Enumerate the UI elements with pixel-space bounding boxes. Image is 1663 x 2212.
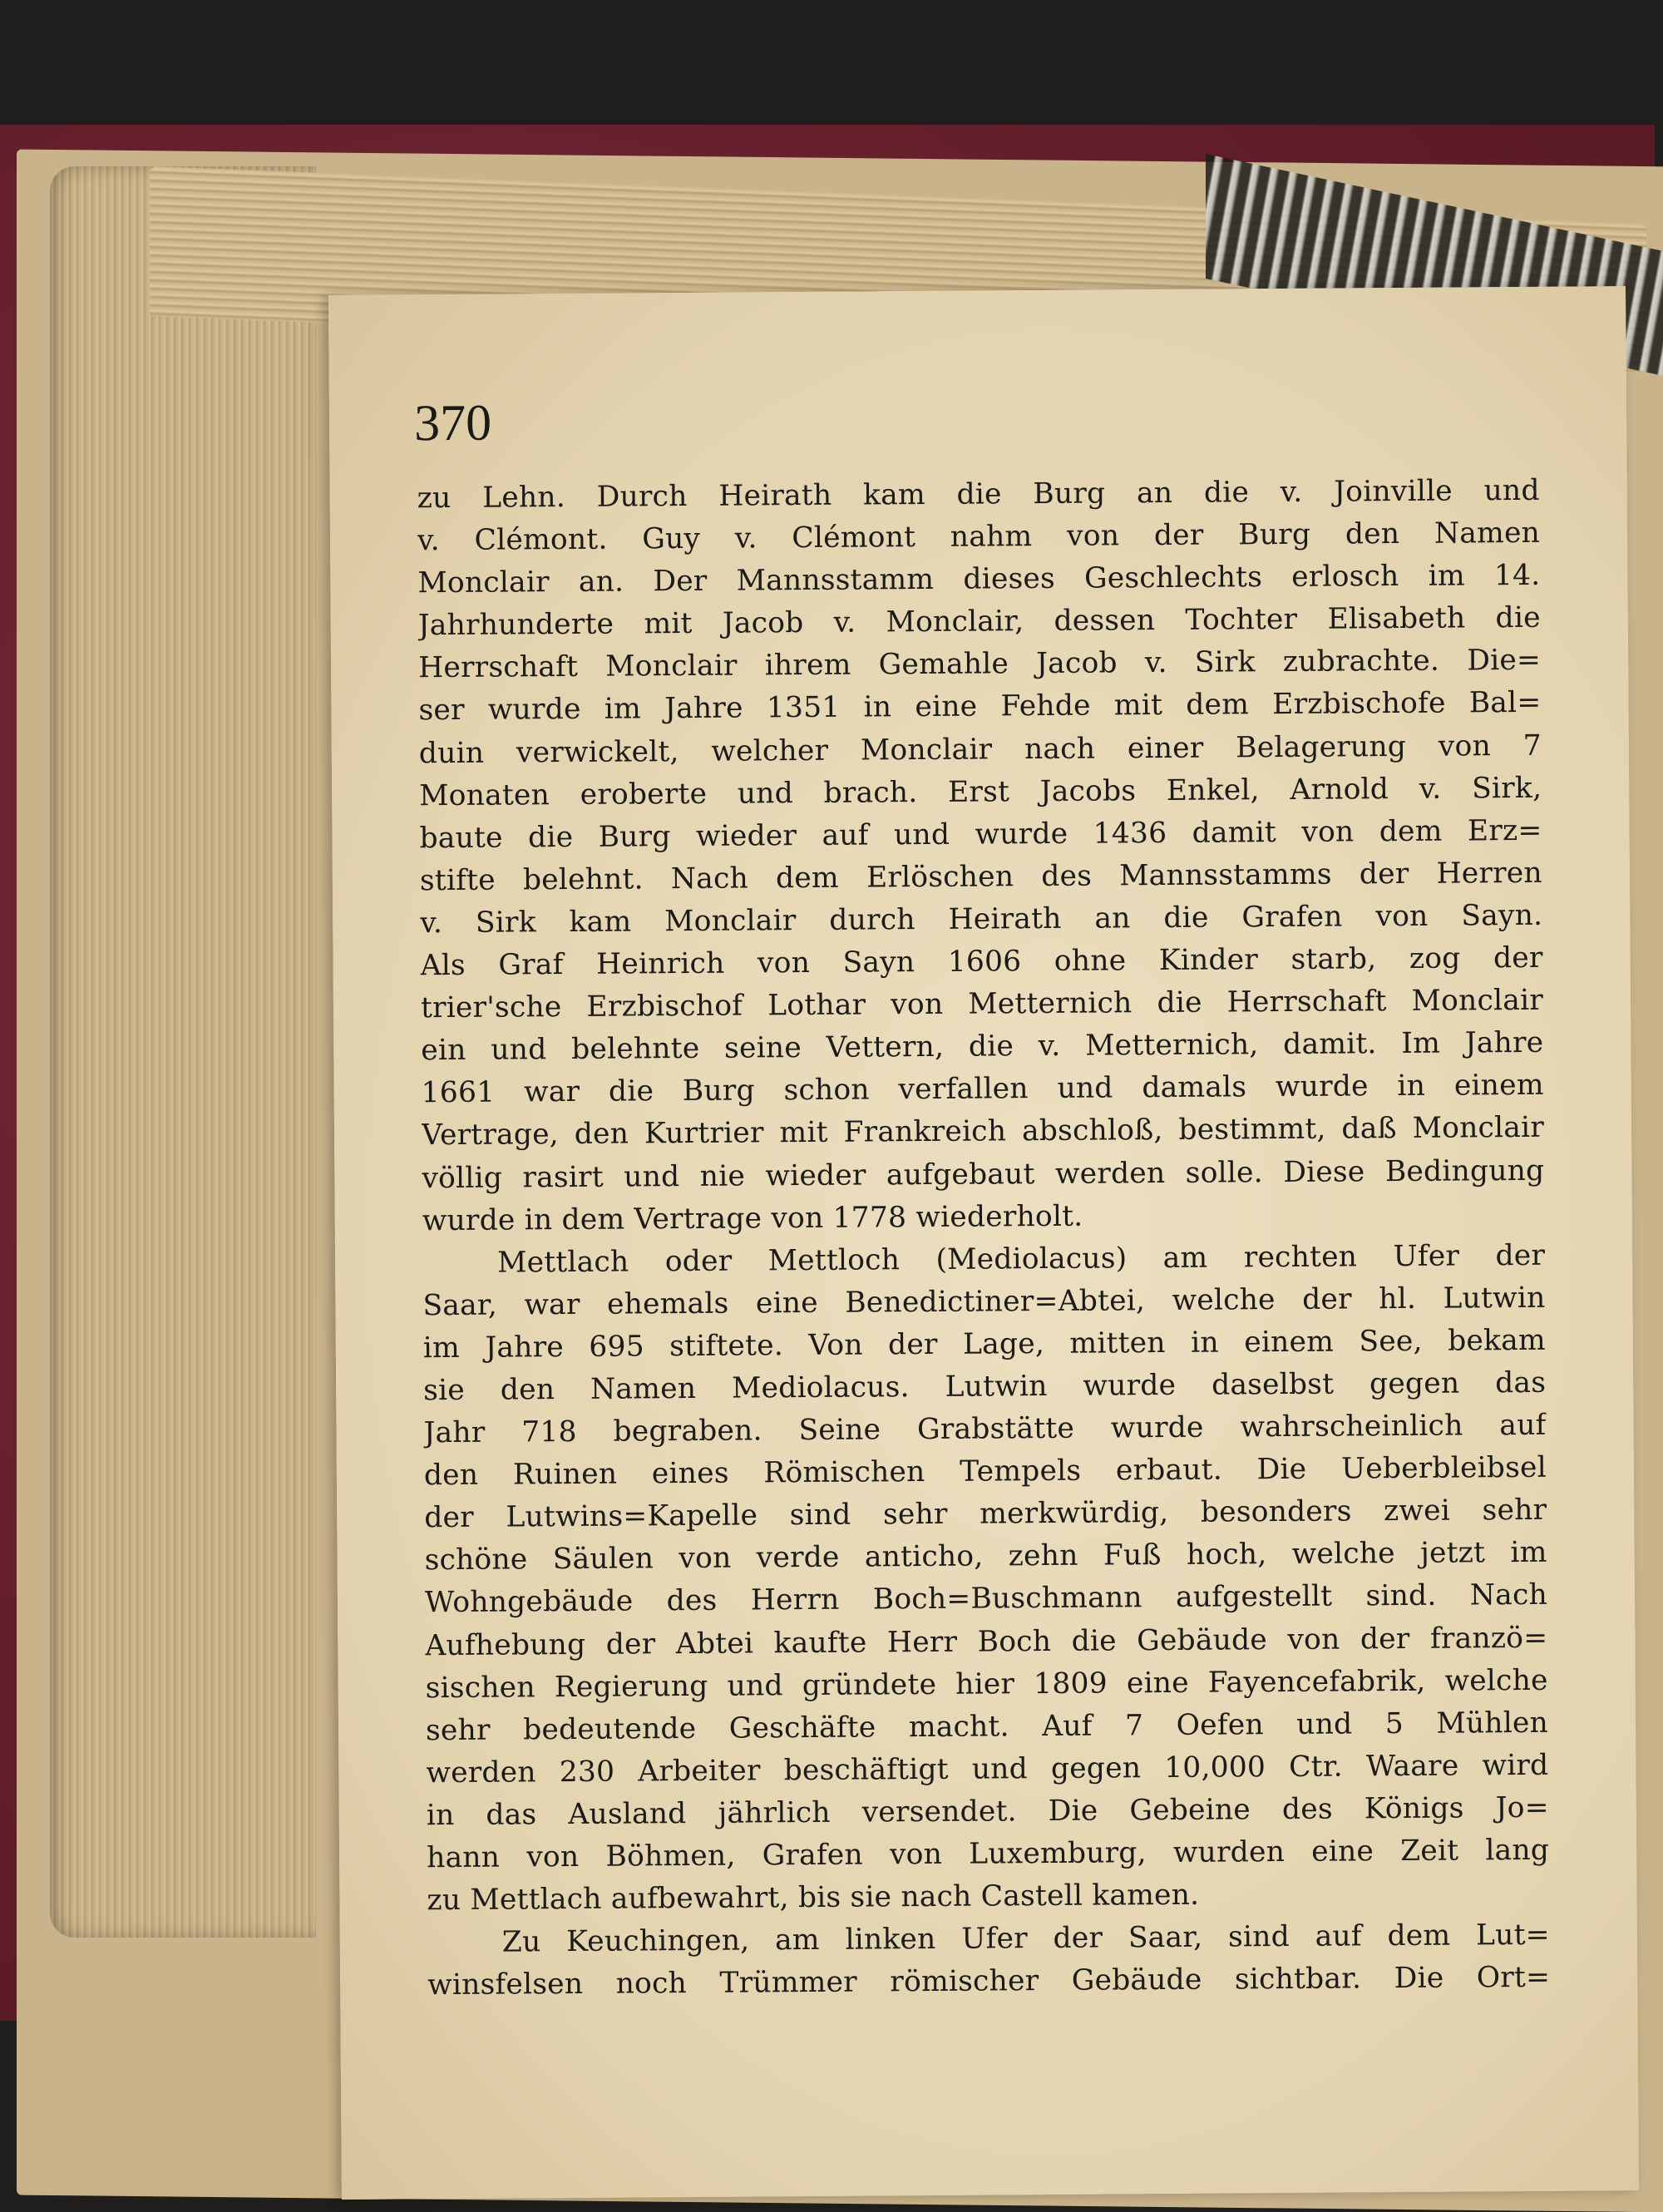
page-edges-left bbox=[50, 166, 316, 1938]
text-line: zu Mettlach aufbewahrt, bis sie nach Castell kamen. bbox=[427, 1878, 1200, 1918]
text-line: duin verwickelt, welcher Monclair nach einer Belagerung von 7 bbox=[418, 728, 1542, 770]
text-line: winsfelsen noch Trümmer römischer Gebäude sichtbar. Die Ort= bbox=[427, 1961, 1551, 2002]
text-line: sehr bedeutende Geschäfte macht. Auf 7 Oefen und 5 Mühlen bbox=[425, 1706, 1549, 1747]
text-line: sischen Regierung und gründete hier 1809 eine Fayencefabrik, welche bbox=[425, 1663, 1548, 1705]
text-line: Monaten eroberte und brach. Erst Jacobs Enkel, Arnold v. Sirk, bbox=[419, 771, 1542, 812]
text-line: Saar, war ehemals eine Benedictiner=Abtei, welche der hl. Lutwin bbox=[422, 1281, 1546, 1323]
text-line: werden 230 Arbeiter beschäftigt und gegen 10,000 Ctr. Waare wird bbox=[426, 1748, 1549, 1790]
text-line: hann von Böhmen, Grafen von Luxemburg, wurden eine Zeit lang bbox=[426, 1833, 1550, 1875]
text-line: sie den Namen Mediolacus. Lutwin wurde daselbst gegen das bbox=[423, 1365, 1547, 1408]
text-line: wurde in dem Vertrage von 1778 wiederholt. bbox=[422, 1199, 1083, 1237]
text-line: stifte belehnt. Nach dem Erlöschen des Mannsstamms der Herren bbox=[419, 856, 1543, 898]
text-line: ein und belehnte seine Vettern, die v. Metternich, damit. Im Jahre bbox=[421, 1026, 1544, 1068]
text-line: Vertrage, den Kurtrier mit Frankreich abschloß, bestimmt, daß Monclair bbox=[421, 1111, 1545, 1153]
text-line: v. Sirk kam Monclair durch Heirath an die Grafen von Sayn. bbox=[420, 898, 1543, 941]
body-text bbox=[417, 470, 1551, 2007]
text-line: v. Clémont. Guy v. Clémont nahm von der Burg den Namen bbox=[417, 516, 1541, 558]
text-line: Aufhebung der Abtei kaufte Herr Boch die Gebäude von der franzö= bbox=[425, 1621, 1548, 1662]
page-number: 370 bbox=[413, 394, 492, 452]
text-line: Mettlach oder Mettloch (Mediolacus) am rechten Ufer der bbox=[496, 1238, 1546, 1280]
text-line: ser wurde im Jahre 1351 in eine Fehde mit dem Erzbischofe Bal= bbox=[418, 686, 1542, 728]
text-line: Jahrhunderte mit Jacob v. Monclair, dessen Tochter Elisabeth die bbox=[417, 601, 1541, 643]
text-line: Zu Keuchingen, am linken Ufer der Saar, sind auf dem Lut= bbox=[501, 1918, 1550, 1959]
text-line: Herrschaft Monclair ihrem Gemahle Jacob v. Sirk zubrachte. Die= bbox=[417, 644, 1542, 685]
book-page bbox=[328, 286, 1639, 2200]
text-line: baute die Burg wieder auf und wurde 1436 damit von dem Erz= bbox=[419, 813, 1542, 856]
text-line: Als Graf Heinrich von Sayn 1606 ohne Kinder starb, zog der bbox=[420, 941, 1543, 983]
text-line: zu Lehn. Durch Heirath kam die Burg an die v. Joinville und bbox=[417, 473, 1540, 516]
text-line: 1661 war die Burg schon verfallen und damals wurde in einem bbox=[421, 1069, 1544, 1110]
text-line: schöne Säulen von verde anticho, zehn Fuß hoch, welche jetzt im bbox=[424, 1536, 1547, 1578]
text-line: im Jahre 695 stiftete. Von der Lage, mitten in einem See, bekam bbox=[422, 1323, 1546, 1365]
text-line: Wohngebäude des Herrn Boch=Buschmann aufgestellt sind. Nach bbox=[424, 1578, 1548, 1620]
text-line: der Lutwins=Kapelle sind sehr merkwürdig, besonders zwei sehr bbox=[424, 1494, 1547, 1535]
text-line: den Ruinen eines Römischen Tempels erbaut. Die Ueberbleibsel bbox=[423, 1450, 1547, 1493]
text-line: völlig rasirt und nie wieder aufgebaut werden solle. Diese Bedingung bbox=[422, 1153, 1545, 1195]
text-line: Monclair an. Der Mannsstamm dieses Geschlechts erlosch im 14. bbox=[417, 559, 1541, 600]
text-line: trier'sche Erzbischof Lothar von Metternich die Herrschaft Monclair bbox=[420, 983, 1544, 1025]
text-line: in das Ausland jährlich versendet. Die Gebeine des Königs Jo= bbox=[426, 1790, 1549, 1833]
text-line: Jahr 718 begraben. Seine Grabstätte wurde wahrscheinlich auf bbox=[423, 1408, 1547, 1450]
